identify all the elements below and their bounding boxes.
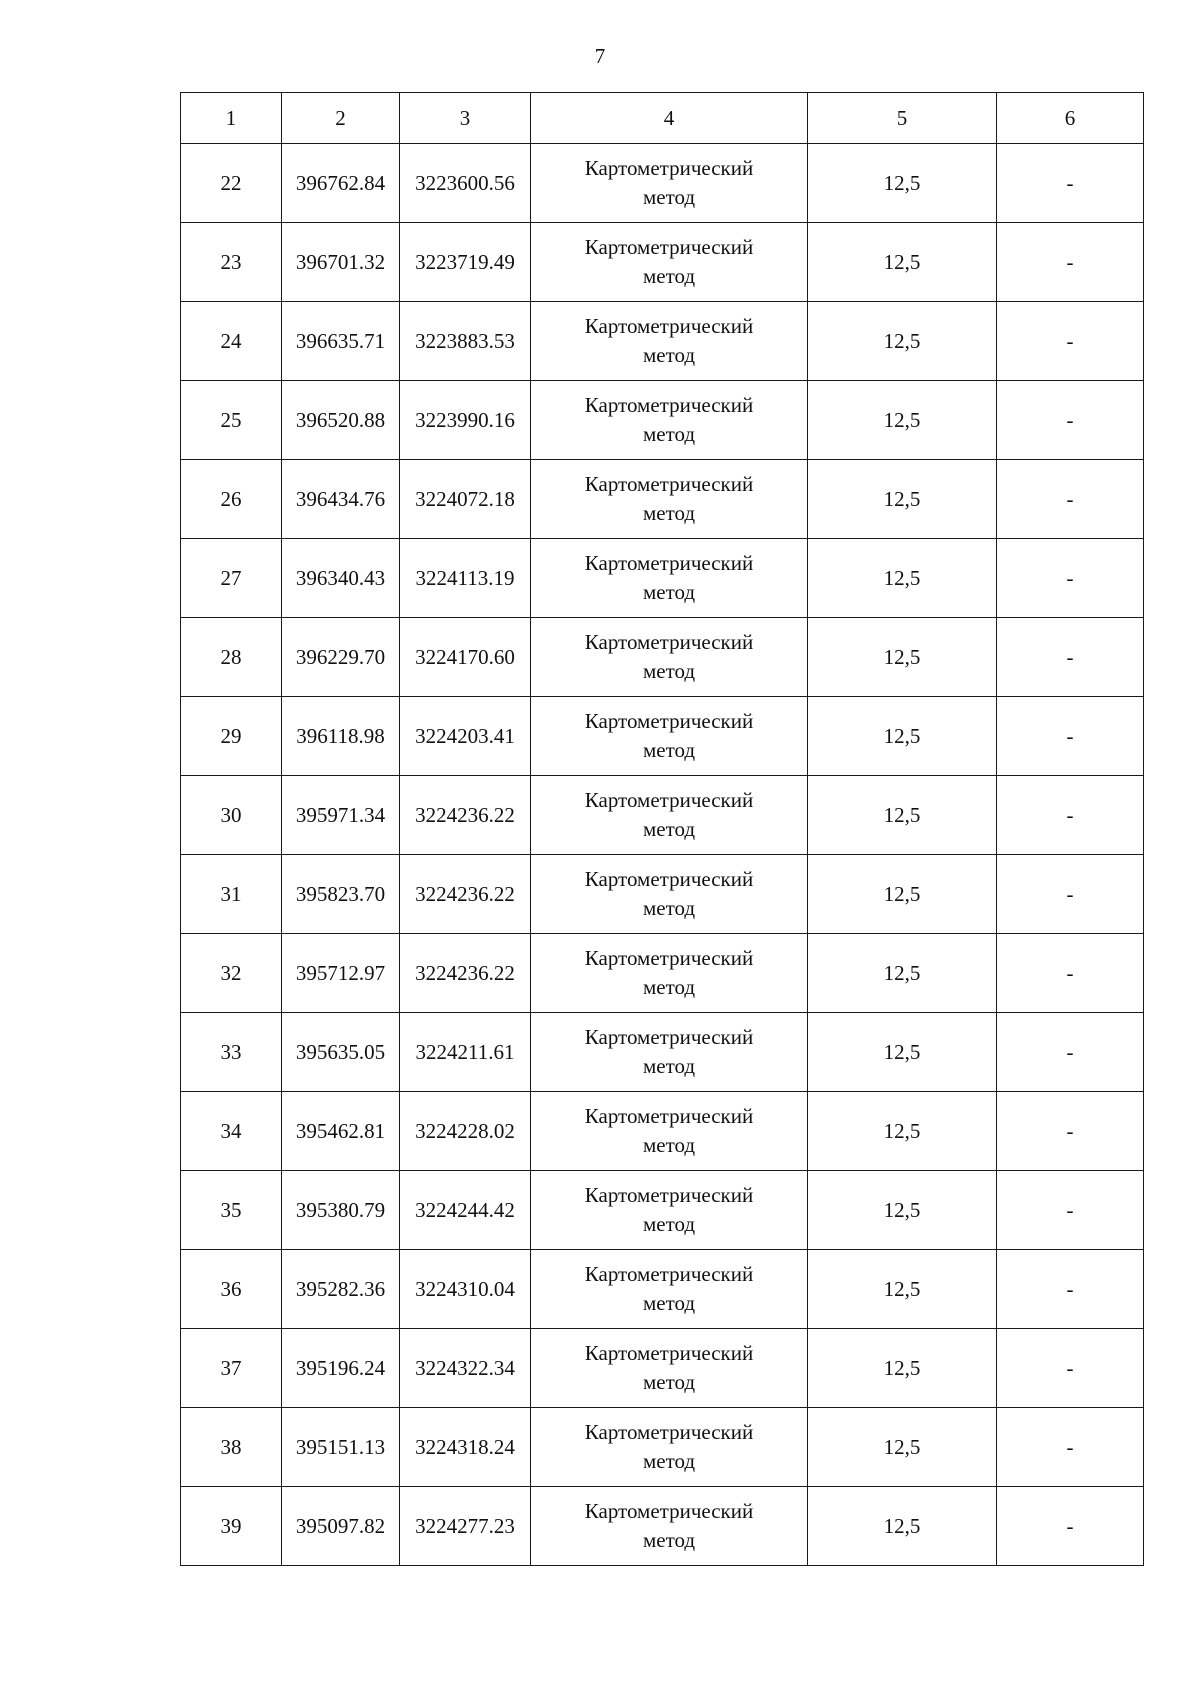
method-cell [531,934,808,1013]
method-line-1: Картометрический [584,235,754,259]
accuracy-cell: 12,5 [808,934,997,1013]
note-cell: - [997,1171,1144,1250]
table-row [181,144,1144,223]
note-cell: - [997,934,1144,1013]
method-line-1: Картометрический [584,472,754,496]
point-number-cell: 31 [181,855,282,934]
point-number-cell: 24 [181,302,282,381]
point-number-cell: 29 [181,697,282,776]
method-line-2: метод [642,1370,696,1394]
method-line-2: метод [642,659,696,683]
x-coordinate-cell: 396118.98 [282,697,400,776]
y-coordinate-cell: 3224236.22 [400,776,531,855]
method-line-2: метод [642,738,696,762]
x-coordinate-cell: 395971.34 [282,776,400,855]
accuracy-cell: 12,5 [808,855,997,934]
header-cell-3: 3 [400,93,531,144]
point-number-cell: 23 [181,223,282,302]
accuracy-cell: 12,5 [808,223,997,302]
note-cell: - [997,1329,1144,1408]
header-cell-6: 6 [997,93,1144,144]
x-coordinate-cell: 395196.24 [282,1329,400,1408]
point-number-cell: 32 [181,934,282,1013]
method-line-1: Картометрический [584,551,754,575]
table-row [181,697,1144,776]
accuracy-cell: 12,5 [808,618,997,697]
header-cell-5: 5 [808,93,997,144]
accuracy-cell: 12,5 [808,1487,997,1566]
method-line-2: метод [642,1449,696,1473]
method-line-2: метод [642,1528,696,1552]
point-number-cell: 25 [181,381,282,460]
y-coordinate-cell: 3224236.22 [400,934,531,1013]
table-row [181,1092,1144,1171]
method-cell [531,1171,808,1250]
method-line-1: Картометрический [584,630,754,654]
table-row [181,934,1144,1013]
point-number-cell: 36 [181,1250,282,1329]
method-cell [531,1013,808,1092]
x-coordinate-cell: 396635.71 [282,302,400,381]
note-cell: - [997,618,1144,697]
accuracy-cell: 12,5 [808,1092,997,1171]
y-coordinate-cell: 3224211.61 [400,1013,531,1092]
header-cell-1: 1 [181,93,282,144]
x-coordinate-cell: 395823.70 [282,855,400,934]
note-cell: - [997,144,1144,223]
y-coordinate-cell: 3224203.41 [400,697,531,776]
method-line-2: метод [642,422,696,446]
note-cell: - [997,1408,1144,1487]
y-coordinate-cell: 3224113.19 [400,539,531,618]
accuracy-cell: 12,5 [808,302,997,381]
accuracy-cell: 12,5 [808,539,997,618]
x-coordinate-cell: 395097.82 [282,1487,400,1566]
method-cell [531,1092,808,1171]
table-row [181,776,1144,855]
x-coordinate-cell: 396434.76 [282,460,400,539]
table-body [181,93,1144,1566]
x-coordinate-cell: 395635.05 [282,1013,400,1092]
table-row [181,618,1144,697]
method-line-1: Картометрический [584,156,754,180]
table-row [181,855,1144,934]
method-line-1: Картометрический [584,314,754,338]
method-cell [531,381,808,460]
method-line-2: метод [642,1133,696,1157]
header-cell-2: 2 [282,93,400,144]
method-cell [531,1329,808,1408]
accuracy-cell: 12,5 [808,1329,997,1408]
header-cell-4: 4 [531,93,808,144]
y-coordinate-cell: 3224170.60 [400,618,531,697]
method-cell [531,539,808,618]
accuracy-cell: 12,5 [808,381,997,460]
x-coordinate-cell: 395151.13 [282,1408,400,1487]
point-number-cell: 39 [181,1487,282,1566]
method-line-1: Картометрический [584,1499,754,1523]
y-coordinate-cell: 3223600.56 [400,144,531,223]
note-cell: - [997,1092,1144,1171]
table-row [181,1487,1144,1566]
method-cell [531,618,808,697]
y-coordinate-cell: 3224318.24 [400,1408,531,1487]
table-row [181,460,1144,539]
method-line-2: метод [642,264,696,288]
method-line-2: метод [642,896,696,920]
method-line-2: метод [642,580,696,604]
method-cell [531,855,808,934]
y-coordinate-cell: 3224228.02 [400,1092,531,1171]
method-line-2: метод [642,185,696,209]
point-number-cell: 38 [181,1408,282,1487]
y-coordinate-cell: 3223990.16 [400,381,531,460]
point-number-cell: 26 [181,460,282,539]
y-coordinate-cell: 3224322.34 [400,1329,531,1408]
method-line-2: метод [642,817,696,841]
method-line-1: Картометрический [584,1104,754,1128]
accuracy-cell: 12,5 [808,460,997,539]
y-coordinate-cell: 3224277.23 [400,1487,531,1566]
method-line-1: Картометрический [584,1025,754,1049]
point-number-cell: 27 [181,539,282,618]
note-cell: - [997,302,1144,381]
table-row [181,1329,1144,1408]
point-number-cell: 37 [181,1329,282,1408]
x-coordinate-cell: 396762.84 [282,144,400,223]
y-coordinate-cell: 3223719.49 [400,223,531,302]
note-cell: - [997,223,1144,302]
accuracy-cell: 12,5 [808,1013,997,1092]
table-row [181,1171,1144,1250]
method-line-2: метод [642,343,696,367]
table-row [181,1013,1144,1092]
note-cell: - [997,1013,1144,1092]
method-cell [531,460,808,539]
y-coordinate-cell: 3224244.42 [400,1171,531,1250]
method-line-1: Картометрический [584,867,754,891]
accuracy-cell: 12,5 [808,1250,997,1329]
accuracy-cell: 12,5 [808,697,997,776]
note-cell: - [997,1487,1144,1566]
x-coordinate-cell: 395462.81 [282,1092,400,1171]
method-cell [531,223,808,302]
point-number-cell: 30 [181,776,282,855]
table-row [181,539,1144,618]
y-coordinate-cell: 3224072.18 [400,460,531,539]
x-coordinate-cell: 396701.32 [282,223,400,302]
x-coordinate-cell: 395282.36 [282,1250,400,1329]
method-line-1: Картометрический [584,709,754,733]
point-number-cell: 22 [181,144,282,223]
page-number: 7 [594,44,606,68]
table-row [181,302,1144,381]
table-row [181,1250,1144,1329]
note-cell: - [997,855,1144,934]
table-row [181,381,1144,460]
accuracy-cell: 12,5 [808,1408,997,1487]
y-coordinate-cell: 3223883.53 [400,302,531,381]
note-cell: - [997,460,1144,539]
note-cell: - [997,697,1144,776]
method-line-1: Картометрический [584,393,754,417]
x-coordinate-cell: 396520.88 [282,381,400,460]
y-coordinate-cell: 3224310.04 [400,1250,531,1329]
coordinates-table [180,92,1144,1566]
method-line-2: метод [642,1291,696,1315]
table-row [181,223,1144,302]
accuracy-cell: 12,5 [808,1171,997,1250]
method-line-1: Картометрический [584,1183,754,1207]
point-number-cell: 35 [181,1171,282,1250]
x-coordinate-cell: 395712.97 [282,934,400,1013]
method-line-2: метод [642,1054,696,1078]
note-cell: - [997,1250,1144,1329]
method-cell [531,1250,808,1329]
y-coordinate-cell: 3224236.22 [400,855,531,934]
method-line-2: метод [642,975,696,999]
note-cell: - [997,381,1144,460]
method-cell [531,1408,808,1487]
note-cell: - [997,539,1144,618]
method-line-1: Картометрический [584,1262,754,1286]
method-cell [531,302,808,381]
method-line-2: метод [642,501,696,525]
table-header-row [181,93,1144,144]
accuracy-cell: 12,5 [808,776,997,855]
method-line-2: метод [642,1212,696,1236]
table-row [181,1408,1144,1487]
method-cell [531,1487,808,1566]
accuracy-cell: 12,5 [808,144,997,223]
method-cell [531,697,808,776]
x-coordinate-cell: 395380.79 [282,1171,400,1250]
method-line-1: Картометрический [584,788,754,812]
point-number-cell: 33 [181,1013,282,1092]
x-coordinate-cell: 396340.43 [282,539,400,618]
point-number-cell: 28 [181,618,282,697]
method-line-1: Картометрический [584,946,754,970]
method-line-1: Картометрический [584,1420,754,1444]
method-cell [531,144,808,223]
method-line-1: Картометрический [584,1341,754,1365]
method-cell [531,776,808,855]
x-coordinate-cell: 396229.70 [282,618,400,697]
point-number-cell: 34 [181,1092,282,1171]
note-cell: - [997,776,1144,855]
